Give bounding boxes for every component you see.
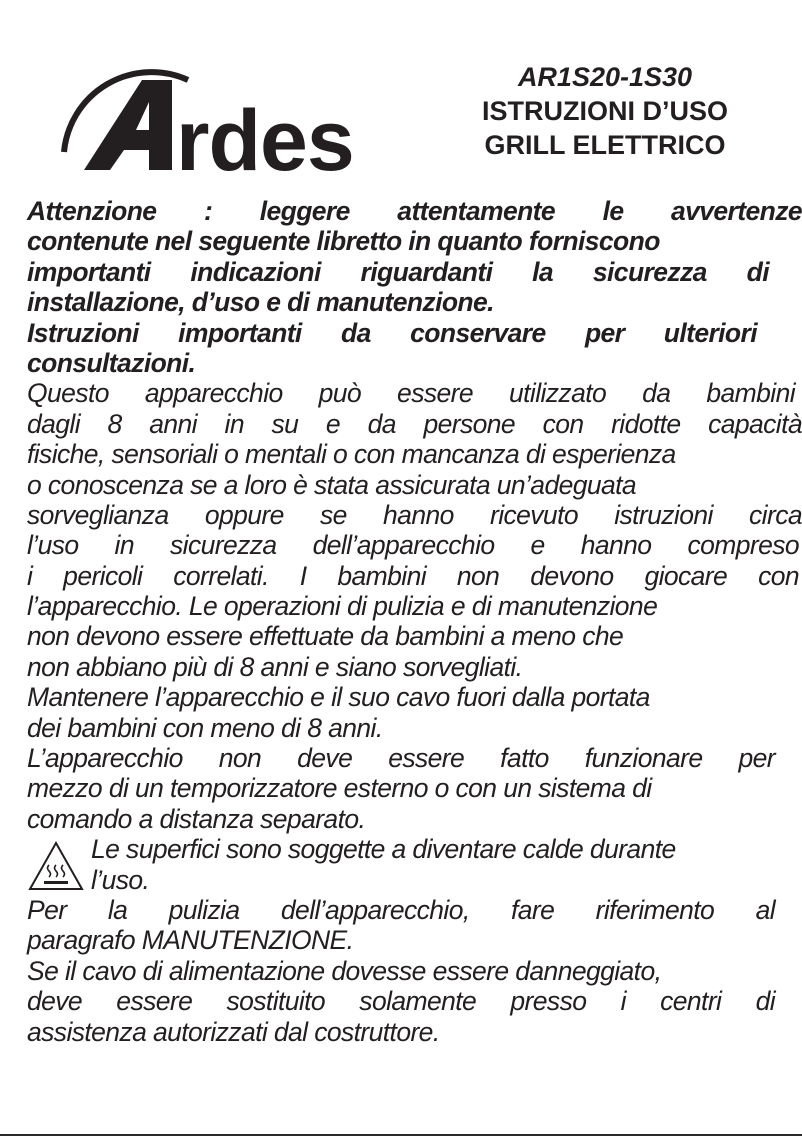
text-line: dagli 8 anni in su e da persone con ridotte capacità	[27, 408, 802, 439]
keep-away-paragraph	[27, 682, 802, 743]
text-line: Istruzioni importanti da conservare per ulteriori	[27, 317, 757, 348]
model-number: AR1S20-1S30	[517, 62, 693, 92]
document-title	[440, 60, 770, 162]
text-line: contenute nel seguente libretto in quanto forniscono	[27, 226, 660, 257]
ardes-logo	[46, 40, 386, 180]
safety-text	[27, 196, 802, 1047]
text-line: o conoscenza se a loro è stata assicurata un’adeguata	[27, 469, 637, 500]
text-line: mezzo di un temporizzatore esterno o con un sistema di	[27, 773, 652, 804]
text-line: dei bambini con meno di 8 anni.	[27, 712, 383, 743]
text-line: Attenzione : leggere attentamente le avvertenze	[27, 196, 802, 226]
timer-paragraph	[27, 743, 802, 834]
text-line: Mantenere l’apparecchio e il suo cavo fuori dalla portata	[27, 682, 650, 713]
text-line: l’apparecchio. Le operazioni di pulizia e di manutenzione	[27, 591, 658, 622]
text-line: consultazioni.	[27, 347, 196, 378]
text-line: Questo apparecchio può essere utilizzato da bambini	[27, 378, 795, 409]
text-line: deve essere sostituito solamente presso i centri di	[27, 986, 775, 1017]
hot-surface-warning	[27, 834, 802, 895]
hot-surface-warning-icon	[27, 840, 85, 892]
children-paragraph	[27, 378, 802, 682]
text-line: l’uso.	[91, 864, 150, 895]
text-line: comando a distanza separato.	[27, 803, 366, 834]
text-line: sorveglianza oppure se hanno ricevuto istruzioni circa	[27, 499, 802, 530]
ardes-logo-icon	[46, 40, 386, 180]
text-line: importanti indicazioni riguardanti la sicurezza di	[27, 256, 769, 287]
text-line: Per la pulizia dell’apparecchio, fare riferimento al	[27, 894, 775, 925]
svg-text:rdes: rdes	[176, 93, 354, 180]
text-line: Le superfici sono soggette a diventare calde durante	[91, 834, 676, 865]
text-line: i pericoli correlati. I bambini non devono giocare con	[27, 560, 799, 591]
warning-intro	[27, 196, 802, 378]
text-line: non devono essere effettuate da bambini a meno che	[27, 621, 624, 652]
text-line: Se il cavo di alimentazione dovesse essere danneggiato,	[27, 955, 662, 986]
text-line: paragrafo MANUTENZIONE.	[27, 925, 354, 956]
text-line: fisiche, sensoriali o mentali o con mancanza di esperienza	[27, 439, 676, 470]
text-line: installazione, d’uso e di manutenzione.	[27, 287, 494, 318]
title-line-1: ISTRUZIONI D’USO	[481, 96, 728, 126]
text-line: assistenza autorizzati dal costruttore.	[27, 1016, 440, 1047]
text-line: non abbiano più di 8 anni e siano sorvegliati.	[27, 651, 523, 682]
cable-paragraph	[27, 956, 802, 1047]
title-line-2: GRILL ELETTRICO	[484, 130, 726, 160]
cleaning-paragraph	[27, 895, 802, 956]
text-line: L’apparecchio non deve essere fatto funzionare per	[27, 743, 775, 774]
text-line: l’uso in sicurezza dell’apparecchio e hanno compreso	[27, 530, 799, 561]
